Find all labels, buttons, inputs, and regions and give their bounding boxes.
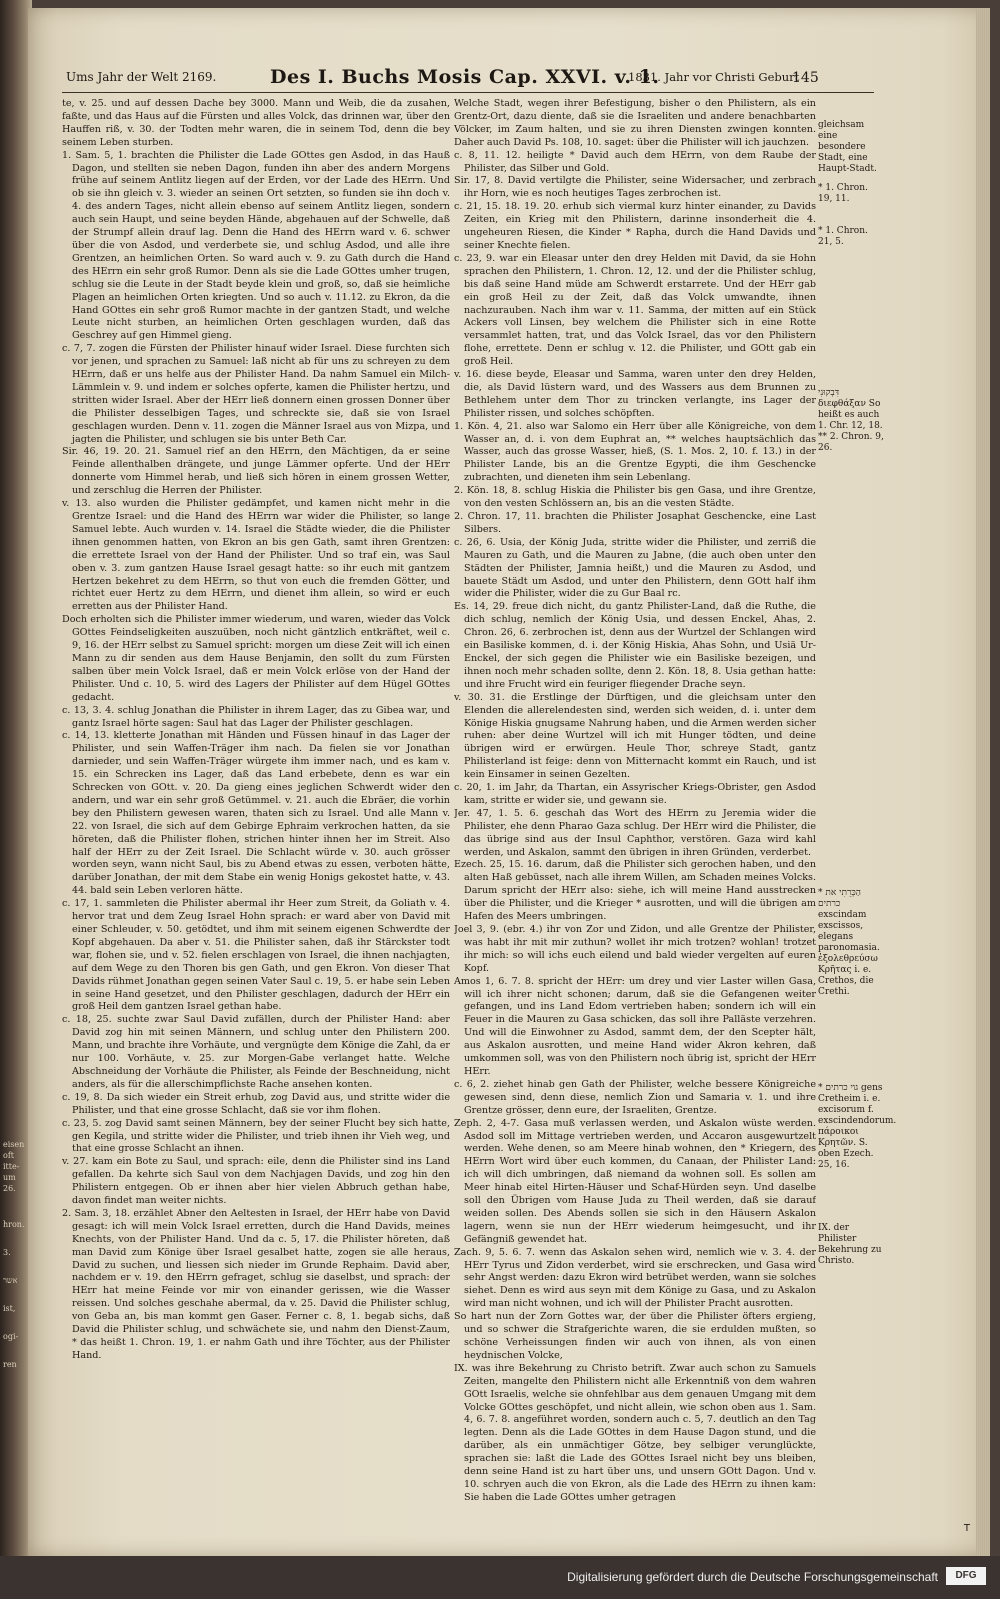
paragraph: Sir. 46, 19. 20. 21. Samuel rief an den HErrn, den Mächtigen, da er seine Feinde allenthalben drängete, und junge Lämmer opferte. Und der HErr donnerte vom Himmel herab, und ließ sich hören in einem grossen Wetter, und zerschlug die Herren der Philister. bbox=[62, 446, 450, 497]
paragraph: c. 6, 2. ziehet hinab gen Gath der Philister, welche bessere Königreiche gewesen sind, denn diese, nemlich Zion und Samaria v. 1. und ihre Grentze grösser, denn eure, der Israeliten, Grentze. bbox=[454, 1078, 816, 1116]
paragraph: c. 18, 25. suchte zwar Saul David zufällen, durch der Philister Hand: aber David zog hin mit seinen Männern, und schlug unter den Philistern 200. Mann, und brachte ihre Vorhäute, und vergnügte dem Könige die Zahl, da er nur 100. Vorhäute, v. 25. zur Morgen-Gabe verlanget hatte. Welche Abschneidung der Vorhäute die Philister, als Feinde der Beschneidung, nicht anders, als für die allerschimpflichste Rache ansehen konten. bbox=[62, 1014, 450, 1090]
page-number: 145 bbox=[792, 70, 819, 86]
paragraph: 2. Kön. 18, 8. schlug Hiskia die Philister bis gen Gasa, und ihre Grentze, von den vesten Schlössern an, bis an die vesten Städte. bbox=[454, 485, 816, 510]
running-header-right: 1831. Jahr vor Christi Geburt bbox=[628, 70, 800, 84]
paragraph: 1. Kön. 4, 21. also war Salomo ein Herr über alle Königreiche, von dem Wasser an, d. i. von dem Euphrat an, ** welches hauptsächlich das Wasser, auch das grosse Wasser, hieß, (S. 1. Mos. 2, 10. f. 13.) in der Philister Lande, bis an die Grentze Egypti, die ihm Geschencke zubrachten, und dieneten ihm sein Lebenlang. bbox=[454, 420, 816, 484]
paragraph: Jer. 47, 1. 5. 6. geschah das Wort des HErrn zu Jeremia wider die Philister, ehe denn Pharao Gaza schlug. Der HErr wird die Philister, die das übrige sind aus der Insul Caphthor, verstören. Gaza wird kahl werden, und Askalon, sammt den übrigen in ihren Gründen, verderbet. bbox=[454, 807, 816, 858]
paragraph: Ezech. 25, 15. 16. darum, daß die Philister sich gerochen haben, und den alten Haß gebüsset, nach alle ihrem Willen, am Schaden meines Volcks. Darum spricht der HErr also: siehe, ich will meine Hand ausstrecken über die Philister, und die Krieger * ausrotten, und will die übrigen am Hafen des Meers umbringen. bbox=[454, 859, 816, 923]
dfg-logo: DFG bbox=[946, 1567, 986, 1585]
paragraph: 1. Sam. 5, 1. brachten die Philister die Lade GOttes gen Asdod, in das Hauß Dagon, und stellten sie neben Dagon, funden ihn aber des andern Morgens frühe auf seinem Antlitz liegen auf der Erden, vor der Lade des HErrn. Und ob sie ihn gleich v. 3. wieder an seinen Ort setzten, so funden sie ihn doch v. 4. des andern Tages, nicht allein ebenso auf seinem Antlitz liegen, sondern auch sein Haupt, und seine beyden Hände, abgehauen auf der Schwelle, daß der Strumpf allein drauf lag. Denn die Hand des HErrn ward v. 6. schwer über die von Asdod, und verderbete sie, und schlug Asdod, und alle ihre Grentzen, an heimlichen Orten. So ward auch v. 9. zu Gath durch die Hand des HErrn ein sehr groß Rumor. Denn als sie die Lade GOttes umher trugen, schlug sie die Leute in der Stadt beyde klein und groß, so, daß sie heimliche Plagen an heimlichen Orten kriegten. Und so auch v. 11.12. zu Ekron, da die Hand GOttes ein sehr groß Rumor machte in der gantzen Stadt, und welche Leute nicht sturben, an heimlichen Orten geschlagen wurden, daß das Geschrey auf gen Himmel gieng. bbox=[62, 149, 450, 342]
margin-note: * 1. Chron. 19, 11. bbox=[818, 183, 868, 204]
margin-note: gleichsam eine besondere Stadt, eine Haupt-Stadt. bbox=[818, 120, 877, 174]
text-column-left bbox=[62, 98, 450, 1468]
text-column-right bbox=[454, 98, 816, 1528]
paragraph: c. 13, 3. 4. schlug Jonathan die Philister in ihrem Lager, das zu Gibea war, und gantz Israel hörte sagen: Saul hat das Lager der Philister geschlagen. bbox=[62, 704, 450, 729]
margin-note: * גוי כרתים gens Cretheim i. e. excisorum f. exscindendorum. πάροικοι Κρητῶν. S. oben Ezech. 25, 16. bbox=[818, 1083, 897, 1170]
paragraph: v. 30. 31. die Erstlinge der Dürftigen, und die gleichsam unter den Elenden die allerelendesten sind, werden sich weiden, d. i. unter dem Könige Hiskia gnugsame Nahrung haben, und die Armen werden sicher ruhen: aber deine Wurtzel will ich mit Hunger tödten, und deine übrigen wird er erwürgen. Heule Thor, schreye Stadt, gantz Philisterland ist feige: denn von Mitternacht kommt ein Rauch, und ist kein Einsamer in seinen Gezelten. bbox=[454, 691, 816, 781]
paragraph: v. 27. kam ein Bote zu Saul, und sprach: eile, denn die Philister sind ins Land gefallen. Da kehrte sich Saul von dem Nachjagen Davids, und zog hin den Philistern entgegen. Ob er ihnen aber hier vielen Abbruch gethan habe, davon findet man weiter nichts. bbox=[62, 1156, 450, 1207]
paragraph: Joel 3, 9. (ebr. 4.) ihr von Zor und Zidon, und alle Grentze der Philister, was habt ihr mit mir zuthun? wollet ihr mich trotzen? wohlan! trotzet ihr mich: so will ichs euch eilend und bald wieder vergelten auf euren Kopf. bbox=[454, 924, 816, 974]
paragraph: So hart nun der Zorn Gottes war, der über die Philister öfters ergieng, und so schwer die Strafgerichte waren, die sie erdulden mußten, so schöne Verheissungen finden wir auch von ihnen, als von einen heydnischen Volcke, bbox=[454, 1311, 816, 1361]
bleed-fragment: 3. bbox=[3, 1248, 11, 1257]
paragraph: c. 14, 13. kletterte Jonathan mit Händen und Füssen hinauf in das Lager der Philister, und sein Waffen-Träger ihm nach. Da fielen sie vor Jonathan darnieder, und sein Waffen-Träger würgete ihm immer nach, und es kam v. 15. ein Schrecken ins Lager, daß das Land erbebete, denn es war ein Schrecken von GOtt. v. 20. Da gieng eines jeglichen Schwerdt wider den andern, und war ein sehr groß Getümmel. v. 21. auch die Ebräer, die vorhin bey den Philistern gewesen waren, thaten sich zu Israel. Und alle Mann v. 22. von Israel, die sich auf dem Gebirge Ephraim verkrochen hatten, da sie höreten, daß die Philister flohen, strichen hinter ihnen her im Streit. Also half der HErr zu der Zeit Israel. Die Schlacht würde v. 30. auch grösser worden seyn, wann nicht Saul, bis zu Abend etwas zu essen, verboten hätte, darüber Jonathan, der mit dem Stabe ein wenig Honigs gekostet hatte, v. 43. 44. bald sein Leben verloren hätte. bbox=[62, 730, 450, 897]
paragraph: Zach. 9, 5. 6. 7. wenn das Askalon sehen wird, nemlich wie v. 3. 4. der HErr Tyrus und Zidon verderbet, wird sie erschrecken, und Gasa wird sehr Angst werden: dazu Ekron wird betrübet werden, wann sie solches siehet. Denn es wird aus seyn mit dem Könige zu Gasa, und zu Askalon wird man nicht wohnen, und ich will der Philister Pracht ausrotten. bbox=[454, 1246, 816, 1310]
bleed-fragment: אשר bbox=[3, 1276, 18, 1285]
page-edge bbox=[976, 8, 990, 1556]
paragraph: Doch erholten sich die Philister immer wiederum, und waren, wieder das Volck GOttes Feindseligkeiten auszuüben, noch nicht gäntzlich entkräftet, weil c. 9, 16. der HErr selbst zu Samuel spricht: morgen um diese Zeit will ich einen Mann zu dir senden aus dem Hause Benjamin, den sollt du zum Fürsten salben über mein Volck Israel, daß er mein Volck erlöse von der Hand der Philister. Und c. 10, 5. wird des Lagers der Philister auf dem Hügel GOttes gedacht. bbox=[62, 614, 450, 703]
margin-note: * 1. Chron. 21, 5. bbox=[818, 226, 868, 247]
paragraph: Zeph. 2, 4-7. Gasa muß verlassen werden, und Askalon wüste werden. Asdod soll im Mittage vertrieben werden, und Accaron ausgewurtzelt werden. Wehe denen, so am Meere hinab wohnen, den * Kriegern, des HErrn Wort wird über euch kommen, du Canaan, der Philister Land: ich will dich umbringen, daß niemand da wohnen soll. Es sollen am Meer hinab eitel Hirten-Häuser und Schaf-Hürden seyn. Und daselbe soll den Übrigen vom Hause Juda zu Theil werden, daß sie darauf weiden sollen. Des Abends sollen sie sich in den Häusern Askalon lagern, wenn sie nun der HErr wiederum heimgesucht, und ihr Gefängniß gewendet hat. bbox=[454, 1117, 816, 1245]
bleed-fragment: hron. bbox=[3, 1220, 25, 1229]
paragraph: c. 23, 9. war ein Eleasar unter den drey Helden mit David, da sie Hohn sprachen den Philistern, 1. Chron. 12, 12. und der die Philister schlug, bis daß seine Hand müde am Schwerdt erstarrete. Und der HErr gab ein groß Heil zu der Zeit, daß das Volck umwandte, ihnen nachzurauben. Nach ihm war v. 11. Samma, der mitten auf ein Stück Ackers voll Linsen, bey welchem die Philister sich in eine Rotte versammlet hatten, trat, und das Volck Israel, das vor den Philistern flohe, errettete. Denn er schlug v. 12. die Philister, und GOtt gab ein groß Heil. bbox=[454, 252, 816, 368]
bleed-fragment: 26. bbox=[3, 1184, 16, 1193]
margin-note: * הַכְּרֵתִי את כרתים exscindam exscissos, elegans paronomasia. ἐξολεθρεύσω Κρῆτας i. e. Crethos, die Crethi. bbox=[818, 888, 880, 997]
paragraph: 2. Sam. 3, 18. erzählet Abner den Aeltesten in Israel, der HErr habe von David gesagt: ich will mein Volck Israel erretten, durch die Hand Davids, meines Knechts, von der Philister Hand. Und da c. 5, 17. die Philister höreten, daß man David zum Könige über Israel gesalbet hatte, zogen sie alle heraus, David zu suchen, und liessen sich nieder im Grunde Rephaim. David aber, nachdem er v. 19. den HErrn gefraget, schlug sie daselbst, und sprach: der HErr hat meine Feinde vor mir von einander gerissen, wie die Wasser reissen. Und solches geschahe abermal, da v. 25. David die Philister schlug, von Geba an, bis man kommt gen Gaser. Ferner c. 8, 1. begab sichs, daß David die Philister schlug, und schwächete sie, und nahm den Dienst-Zaum, * das heißt 1. Chron. 19, 1. er nahm Gath und ihre Töchter, aus der Philister Hand. bbox=[62, 1207, 450, 1361]
margin-note: IX. der Philister Bekehrung zu Christo. bbox=[818, 1223, 882, 1266]
running-header-left: Ums Jahr der Welt 2169. bbox=[66, 70, 217, 84]
bleed-fragment: ogi- bbox=[3, 1332, 19, 1341]
paragraph: c. 21, 15. 18. 19. 20. erhub sich viermal kurz hinter einander, zu Davids Zeiten, ein Krieg mit den Philistern, darinne insonderheit die 4. ungeheuren Riesen, die Kinder * Rapha, durch die Hand Davids und seiner Knechte fielen. bbox=[454, 201, 816, 251]
signature-mark: T bbox=[963, 1523, 970, 1534]
paragraph: c. 26, 6. Usia, der König Juda, stritte wider die Philister, und zerriß die Mauren zu Gath, und die Mauren zu Jabne, (die auch oben unter den Städten der Philister, Jamnia heißt,) und die Mauren zu Asdod, und bauete Städt um Asdod, und unter den Philistern, denn GOtt half ihm wider die Philister, wider die zu Gur Baal rc. bbox=[454, 536, 816, 600]
paragraph: te, v. 25. und auf dessen Dache bey 3000. Mann und Weib, die da zusahen, faßte, und das Haus auf die Fürsten und alles Volck, das drinnen war, über den Hauffen riß, v. 30. der Todten mehr waren, die in seinem Tod, denn die bey seinem Leben sturben. bbox=[62, 98, 450, 148]
paragraph: v. 13. also wurden die Philister gedämpfet, und kamen nicht mehr in die Grentze Israel: und die Hand des HErrn war wider die Philister, so lange Samuel lebte. Auch wurden v. 14. Israel die Städte wieder, die die Philister ihnen genommen hatten, von Ekron an bis gen Gath, samt ihren Grentzen: die errettete Israel von der Hand der Philister. Und so traf ein, was Saul oben v. 3. zum gantzen Hause Israel gesagt hatte: so ihr euch mit gantzem Hertzen bekehret zu dem HErrn, so thut von euch die fremden Götter, und richtet euer Hertz zu dem HErrn, und dienet ihm allein, so wird er euch erretten aus der Philister Hand. bbox=[62, 498, 450, 613]
paragraph: Es. 14, 29. freue dich nicht, du gantz Philister-Land, daß die Ruthe, die dich schlug, nemlich der König Usia, und dessen Enckel, Ahas, 2. Chron. 26, 6. zerbrochen ist, denn aus der Wurtzel der Schlangen wird ein Basiliske kommen, d. i. der König Hiskia, Ahas Sohn, und Usiä Ur-Enckel, der sich gegen die Philister wie ein Basiliske bezeigen, und ihnen noch mehr schaden sollte, denn 2. Kön. 18, 8. Usia gethan hatte: und ihre Frucht wird ein feuriger fliegender Drache seyn. bbox=[454, 601, 816, 690]
margin-notes bbox=[818, 98, 897, 1538]
paragraph: c. 7, 7. zogen die Fürsten der Philister hinauf wider Israel. Diese furchten sich vor jenen, und sprachen zu Samuel: laß nicht ab für uns zu schreyen zu dem HErrn, daß er uns helfe aus der Philister Hand. Da nahm Samuel ein Milch-Lämmlein v. 9. und indem er solches opferte, kamen die Philister hertzu, und stritten wider Israel. Aber der HErr ließ donnern einen grossen Donner über die Philister desselbigen Tages, und schreckte sie, daß sie von Israel geschlagen wurden. Denn v. 11. zogen die Männer Israel aus von Mizpa, und jagten die Philister, und schlugen sie bis unter Beth Car. bbox=[62, 343, 450, 445]
paragraph: c. 17, 1. sammleten die Philister abermal ihr Heer zum Streit, da Goliath v. 4. hervor trat und dem Zeug Israel Hohn sprach: er ward aber von David mit einer Schleuder, v. 50. getödtet, und ihm mit seinem eigenen Schwerdte der Kopf abgehauen. Da aber v. 51. die Philister sahen, daß ihr Stärckster todt war, flohen sie, und v. 52. fielen erschlagen von Israel, die ihnen nachjagten, auf dem Wege zu den Thoren bis gen Gath, und gen Ekron. Von dieser That Davids rühmet Jonathan gegen seinen Vater Saul c. 19, 5. er habe sein Leben in seine Hand gesetzet, und den Philister geschlagen, dadurch der HErr ein groß Heil dem gantzen Israel gethan habe. bbox=[62, 898, 450, 1013]
bleed-fragment: ren bbox=[3, 1360, 17, 1369]
paragraph: c. 8, 11. 12. heiligte * David auch dem HErrn, von dem Raube der Philister, das Silber und Gold. bbox=[454, 149, 816, 174]
running-header-title: Des I. Buchs Mosis Cap. XXVI. v. 1. bbox=[270, 66, 660, 88]
paragraph: Welche Stadt, wegen ihrer Befestigung, bisher o den Philistern, als ein Grentz-Ort, dazu diente, daß sie die Israeliten und andere benachbarten Völcker, im Zaum halten, und sie zu ihren Diensten zwingen konnten. Daher auch David Ps. 108, 10. saget: über die Philister will ich jauchzen. bbox=[454, 98, 816, 148]
facing-page-fragments bbox=[0, 1140, 26, 1470]
paragraph: c. 20, 1. im Jahr, da Thartan, ein Assyrischer Kriegs-Obrister, gen Asdod kam, stritte er wider sie, und gewann sie. bbox=[454, 782, 816, 806]
bleed-fragment: itte- bbox=[3, 1162, 20, 1171]
bleed-fragment: oft bbox=[3, 1151, 14, 1160]
bleed-fragment: eisen bbox=[3, 1140, 25, 1149]
header-rule bbox=[62, 92, 874, 93]
bleed-fragment: um bbox=[3, 1173, 16, 1182]
paragraph: Sir. 17, 8. David vertilgte die Philister, seine Widersacher, und zerbrach ihr Horn, wie es noch heutiges Tages zerbrochen ist. bbox=[454, 175, 816, 200]
paragraph: Amos 1, 6. 7. 8. spricht der HErr: um drey und vier Laster willen Gasa, will ich ihrer nicht schonen; darum, daß sie die Gefangenen weiter gefangen, und ins Land Edom vertrieben haben; sondern ich will ein Feuer in die Mauren zu Gasa schicken, das soll ihre Palläste verzehren. Und will die Einwohner zu Asdod, sammt dem, der den Scepter hält, aus Askalon ausrotten, und meine Hand wider Akron kehren, daß umkommen soll, was von den Philistern noch übrig ist, spricht der HErr HErr. bbox=[454, 975, 816, 1077]
footer-bar bbox=[0, 1556, 1000, 1599]
paragraph: c. 19, 8. Da sich wieder ein Streit erhub, zog David aus, und stritte wider die Philister, und that eine grosse Schlacht, daß sie vor ihm flohen. bbox=[62, 1091, 450, 1116]
bleed-fragment: ist, bbox=[3, 1304, 16, 1313]
paragraph: IX. was ihre Bekehrung zu Christo betrift. Zwar auch schon zu Samuels Zeiten, mangelte den Philistern nicht alle Erkenntniß von dem wahren GOtt Israelis, welche sie ohnfehlbar aus dem genauen Umgang mit dem Volcke GOttes geschöpfet, und nicht allein, wie schon oben aus 1. Sam. 4, 6. 7. 8. angeführet worden, sondern auch c. 5, 7. deutlich an den Tag legten. Denn als die Lade GOttes in dem Hause Dagon stund, und die darüber, als ein unmächtiger Götze, bey selbiger verunglückte, sprachen sie: laßt die Lade des GOttes Israel nicht bey uns bleiben, denn seine Hand ist zu hart über uns, und unsern GOtt Dagon. Und v. 10. schryen auch die von Ekron, als die Lade des HErrn zu ihnen kam: Sie haben die Lade GOttes umher getragen bbox=[454, 1362, 816, 1503]
paragraph: v. 16. diese beyde, Eleasar und Samma, waren unter den drey Helden, die, als David lüstern ward, und des Wassers aus dem Brunnen zu Bethlehem unter dem Thor zu trincken verlangte, ins Lager der Philister rissen, und solches schöpften. bbox=[454, 369, 816, 419]
paragraph: c. 23, 5. zog David samt seinen Männern, bey der seiner Flucht bey sich hatte, gen Kegila, und stritte wider die Philister, und trieb ihnen ihr Vieh weg, und that eine grosse Schlacht an ihnen. bbox=[62, 1117, 450, 1155]
margin-note: דִּבְקוּנִי διεφθάξαν So heißt es auch 1. Chr. 12, 18. ** 2. Chron. 9, 26. bbox=[818, 388, 884, 453]
funding-notice: Digitalisierung gefördert durch die Deutsche Forschungsgemeinschaft bbox=[567, 1570, 938, 1584]
paragraph: 2. Chron. 17, 11. brachten die Philister Josaphat Geschencke, eine Last Silbers. bbox=[454, 511, 816, 535]
